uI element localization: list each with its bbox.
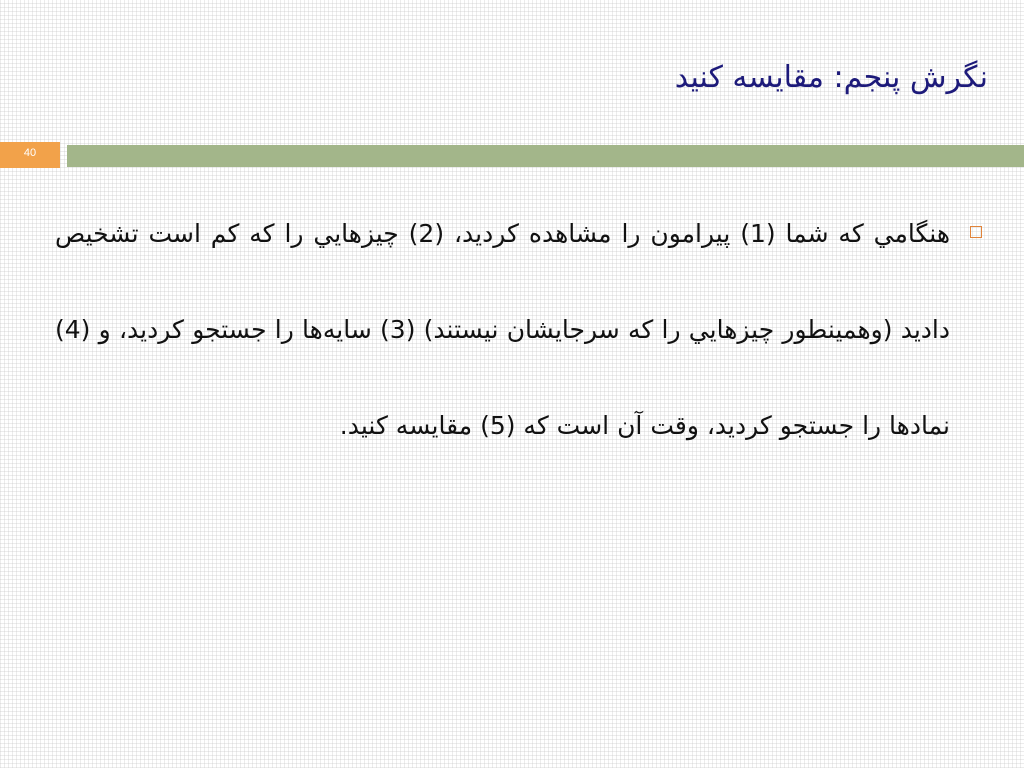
bullet-text: هنگامي که شما (1) پيرامون را مشاهده کرديد، (2) چيزهايي را که کم است تشخيص داديد (وهمينطور چيزهايي را که سرجايشان نيستند) (3) سايه‌ها را جستجو کرديد، و (4) نمادها را جستجو کرديد، وقت آن است که (5) مقایسه کنید. [55,219,951,440]
square-bullet-icon [970,226,982,238]
slide-title: نگرش پنجم: مقایسه کنید [674,60,988,95]
title-divider-bar [67,145,1024,167]
bullet-item [55,186,988,474]
slide-content [55,186,988,474]
slide-number: 40 [0,142,60,168]
